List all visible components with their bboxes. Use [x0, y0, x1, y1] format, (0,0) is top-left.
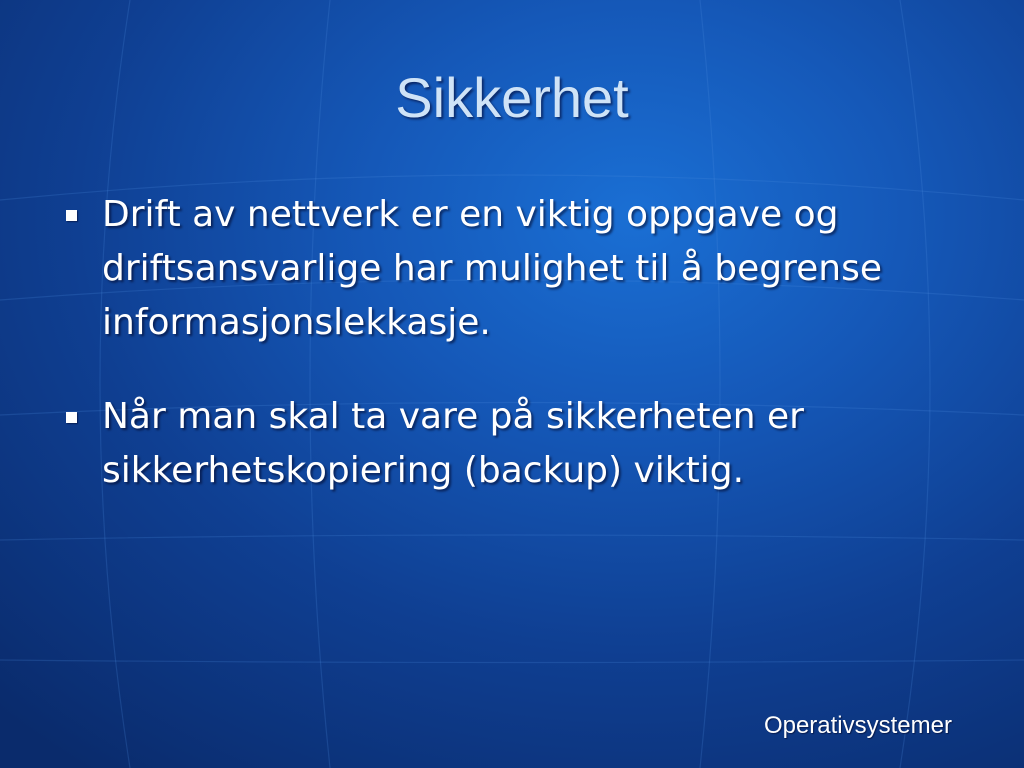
bullet-item — [60, 390, 960, 498]
bullet-text: Når man skal ta vare på sikkerheten er sikkerhetskopiering (backup) viktig. — [102, 396, 804, 491]
square-bullet-icon — [66, 210, 77, 221]
slide-title: Sikkerhet — [395, 66, 629, 129]
footer-text: Operativsystemer — [763, 712, 952, 739]
square-bullet-icon — [66, 412, 77, 423]
bullet-list — [60, 188, 960, 498]
bullet-text: Drift av nettverk er en viktig oppgave og driftsansvarlige har mulighet til å begrense informasjonslekkasje. — [102, 194, 882, 343]
bullet-item — [60, 188, 960, 350]
